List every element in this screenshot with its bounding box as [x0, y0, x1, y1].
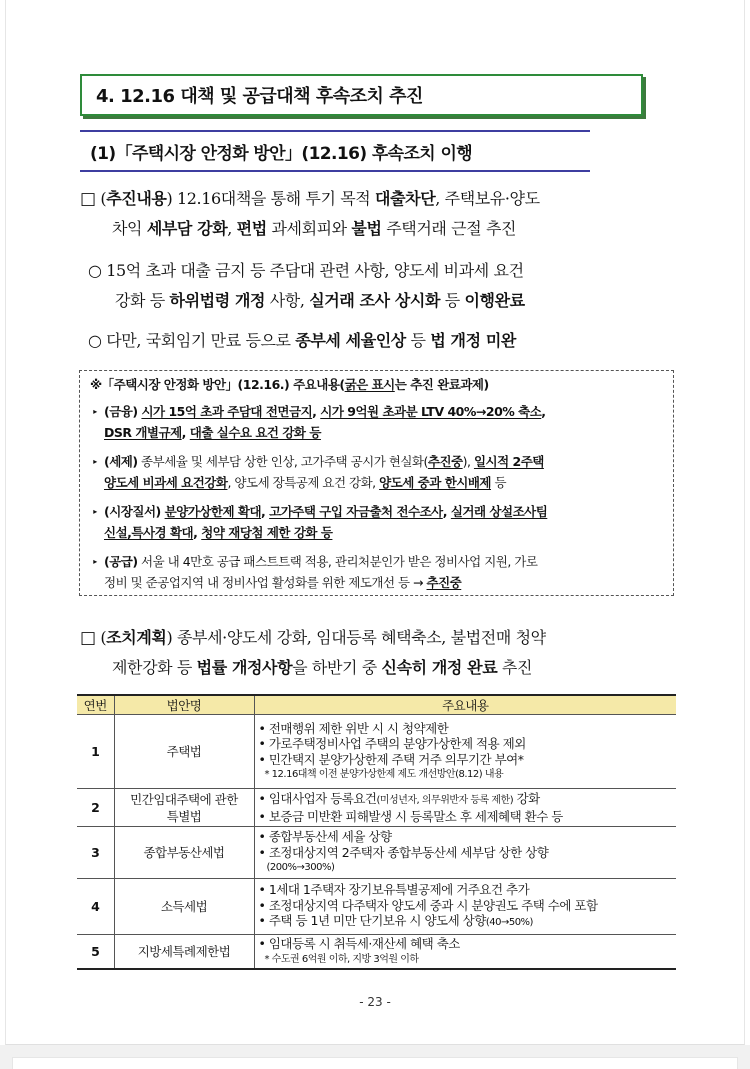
note-box: [79, 370, 674, 596]
table-row: [77, 935, 676, 970]
text: ,: [193, 525, 202, 540]
line: [88, 256, 683, 286]
underlined-text: 추진중: [426, 575, 462, 590]
paragraph-action-plan: [80, 623, 680, 683]
text: ) 12.16대책을 통해 투기 목적: [166, 189, 376, 208]
triangle-bullet-icon: ▸: [93, 457, 97, 466]
underlined-text: 굵은 표시: [344, 377, 395, 392]
row-content: [254, 789, 676, 827]
note-item-market-order: [86, 501, 667, 543]
page-number: - 23 -: [359, 995, 391, 1009]
sub-heading: [80, 130, 590, 172]
square-bullet-icon: □: [80, 628, 96, 648]
table-row: [77, 879, 676, 935]
header-law: 법안명: [114, 695, 254, 715]
triangle-bullet-icon: ▸: [93, 407, 97, 416]
text: 서울 내 4만호 공급 패스트트랙 적용, 관리처분인가 받은 정비사업 지원, 가로: [137, 554, 538, 569]
circle-bullet-icon: ○: [88, 331, 102, 350]
section-title-box: [80, 74, 643, 116]
note-item-supply: [86, 551, 667, 593]
text: 제한강화 등: [112, 658, 197, 677]
text: ,: [541, 404, 546, 419]
law-line: 특별법: [166, 808, 202, 824]
bold-text: 실거래 조사 상시화: [309, 291, 441, 310]
small-text: (미성년자, 의무위반자 등록 제한): [376, 795, 514, 806]
content-line: • 전매행위 제한 위반 시 시 청약제한: [258, 720, 449, 736]
note-item-text: [104, 551, 667, 593]
note-item-text: [104, 401, 667, 443]
tag: (시장질서): [104, 504, 165, 519]
law-table: [77, 694, 676, 970]
note-title: [90, 375, 667, 395]
text: 는 추진 완료과제): [394, 377, 489, 392]
text: 종부세율 및 세부담 상한 인상, 고가주택 공시가 현실화(: [137, 454, 428, 469]
bold-text: 신속히 개정 완료: [381, 658, 498, 677]
bold-text: 조치계획: [106, 628, 167, 647]
content-line: • 종합부동산세 세율 상향: [258, 829, 392, 845]
text: , 양도세 장특공제 요건 강화,: [227, 475, 380, 490]
content-line: • 조정대상지역 다주택자 양도세 중과 시 분양권도 주택 수에 포함: [258, 897, 598, 913]
content-line: • 민간택지 분양가상한제 주택 거주 의무기간 부여*: [258, 751, 524, 767]
table-row: [77, 715, 676, 789]
text: 다만, 국회임기 만료 등으로: [101, 331, 296, 350]
square-bullet-icon: □: [80, 189, 96, 209]
text: • 주택 등 1년 미만 단기보유 시 양도세 상향: [258, 913, 486, 929]
text: 15억 초과 대출 금지 등 주담대 관련 사항, 양도세 비과세 요건: [101, 261, 524, 280]
content-line: [259, 791, 673, 809]
text: , 주택보유·양도: [435, 189, 540, 208]
note-item-finance: [86, 401, 667, 443]
underlined-text: 양도세 비과세 요건강화: [104, 475, 228, 490]
row-content: [254, 715, 676, 789]
content-line: • 가로주택정비사업 주택의 분양가상한제 적용 제외: [258, 736, 526, 751]
table-row: [77, 827, 676, 879]
bold-text: 대출차단: [375, 189, 436, 208]
bold-text: 법 개정 미완: [430, 331, 516, 350]
text: 차익: [112, 219, 147, 238]
line: [80, 623, 680, 653]
circle-bullet-icon: ○: [88, 261, 102, 280]
note-item-text: [104, 451, 667, 493]
text: 주택거래 근절 추진: [381, 219, 517, 238]
underlined-text: 시가 9억원 초과분 LTV 40%→20% 축소: [320, 404, 542, 419]
header-content: 주요내용: [254, 695, 676, 715]
row-law: 주택법: [114, 715, 254, 789]
note-item-text: [104, 501, 667, 543]
text: 등: [405, 331, 431, 350]
viewer-gap: [0, 1045, 750, 1069]
tag: (세제): [104, 454, 138, 469]
text: 추진: [497, 658, 533, 677]
tag: (금융): [104, 404, 142, 419]
line: [88, 326, 683, 356]
bold-text: 불법: [351, 219, 382, 238]
row-law: [114, 789, 254, 827]
line: [80, 184, 680, 214]
text: 정비 및 준공업지역 내 정비사업 활성화를 위한 제도개선 등 →: [104, 575, 427, 590]
bold-text: 하위법령 개정: [169, 291, 266, 310]
text: 을 하반기 중: [292, 658, 382, 677]
text: ),: [462, 454, 474, 469]
table-header-row: [77, 695, 676, 715]
paragraph-incomplete: [88, 326, 683, 356]
content-note: * 수도권 6억원 이하, 지방 3억원 이하: [264, 953, 419, 965]
underlined-text: 청약 재당첨 제한 강화 등: [201, 525, 333, 540]
content-line: [259, 913, 673, 931]
underlined-text: 일시적 2주택: [473, 454, 544, 469]
underlined-text: 양도세 중과 한시배제: [379, 475, 491, 490]
row-content: [254, 827, 676, 879]
underlined-text: 고가주택 구입 자금출처 전수조사: [269, 504, 443, 519]
underlined-text: 대출 실수요 요건 강화 등: [189, 425, 321, 440]
text: 등: [491, 475, 507, 490]
row-law: 지방세특례제한법: [114, 935, 254, 970]
underlined-text: 추진중: [427, 454, 463, 469]
text: ※「주택시장 안정화 방안」(12.16.) 주요내용(: [90, 377, 345, 392]
text: ) 종부세·양도세 강화, 임대등록 혜택축소, 불법전매 청약: [166, 628, 546, 647]
underlined-text: 분양가상한제 확대: [164, 504, 262, 519]
content-line: • 1세대 1주택자 장기보유특별공제에 거주요건 추가: [258, 882, 530, 898]
note-item-tax: [86, 451, 667, 493]
row-no: 4: [77, 879, 114, 935]
content-line: (200%→300%): [266, 862, 335, 874]
small-text: (40→50%): [485, 917, 533, 929]
underlined-text: 신설,특사경 확대: [104, 525, 194, 540]
row-content: [254, 935, 676, 970]
header-no: 연번: [77, 695, 114, 715]
sub-heading-text: (1)「주택시장 안정화 방안」(12.16) 후속조치 이행: [90, 143, 473, 164]
underlined-text: DSR 개별규제: [104, 425, 182, 440]
line: [80, 214, 680, 244]
row-no: 3: [77, 827, 114, 879]
underlined-text: 시가 15억 초과 주담대 전면금지: [141, 404, 313, 419]
line: [88, 286, 683, 316]
bold-text: 세부담 강화: [146, 219, 228, 238]
row-no: 2: [77, 789, 114, 827]
underlined-text: 실거래 상설조사팀: [450, 504, 548, 519]
text: (: [100, 189, 107, 208]
next-page-edge: [12, 1057, 738, 1069]
bold-text: 이행완료: [464, 291, 525, 310]
content-line: • 보증금 미반환 피해발생 시 등록말소 후 세제혜택 환수 등: [258, 808, 563, 824]
text: ,: [227, 219, 237, 238]
bold-text: 추진내용: [106, 189, 167, 208]
table-row: [77, 789, 676, 827]
text: 강화 등: [115, 291, 170, 310]
row-content: [254, 879, 676, 935]
text: ,: [442, 504, 451, 519]
text: 사항,: [265, 291, 310, 310]
bold-text: 편법: [236, 219, 267, 238]
row-law: 종합부동산세법: [114, 827, 254, 879]
row-law: 소득세법: [114, 879, 254, 935]
text: 강화: [513, 791, 540, 806]
text: 등: [440, 291, 465, 310]
law-line: 민간임대주택에 관한: [130, 791, 238, 807]
text: ,: [261, 504, 270, 519]
text: • 임대사업자 등록요건: [258, 791, 377, 806]
section-title: 4. 12.16 대책 및 공급대책 후속조치 추진: [96, 86, 423, 107]
text: ,: [181, 425, 190, 440]
paragraph-completed: [88, 256, 683, 316]
bold-text: 종부세 세율인상: [295, 331, 406, 350]
paragraph-promotion-content: [80, 184, 680, 244]
row-no: 1: [77, 715, 114, 789]
content-line: • 임대등록 시 취득세·재산세 혜택 축소: [258, 936, 460, 951]
text: 과세회피와: [266, 219, 352, 238]
triangle-bullet-icon: ▸: [93, 507, 97, 516]
bold-text: 법률 개정사항: [196, 658, 293, 677]
line: [80, 653, 680, 683]
text: (: [100, 628, 107, 647]
tag: (공급): [104, 554, 138, 569]
content-note: * 12.16대책 이전 분양가상한제 제도 개선방안(8.12) 내용: [264, 769, 504, 780]
content-line: • 조정대상지역 2주택자 종합부동산세 세부담 상한 상향: [258, 844, 549, 860]
row-no: 5: [77, 935, 114, 970]
text: ,: [312, 404, 321, 419]
triangle-bullet-icon: ▸: [93, 557, 97, 566]
